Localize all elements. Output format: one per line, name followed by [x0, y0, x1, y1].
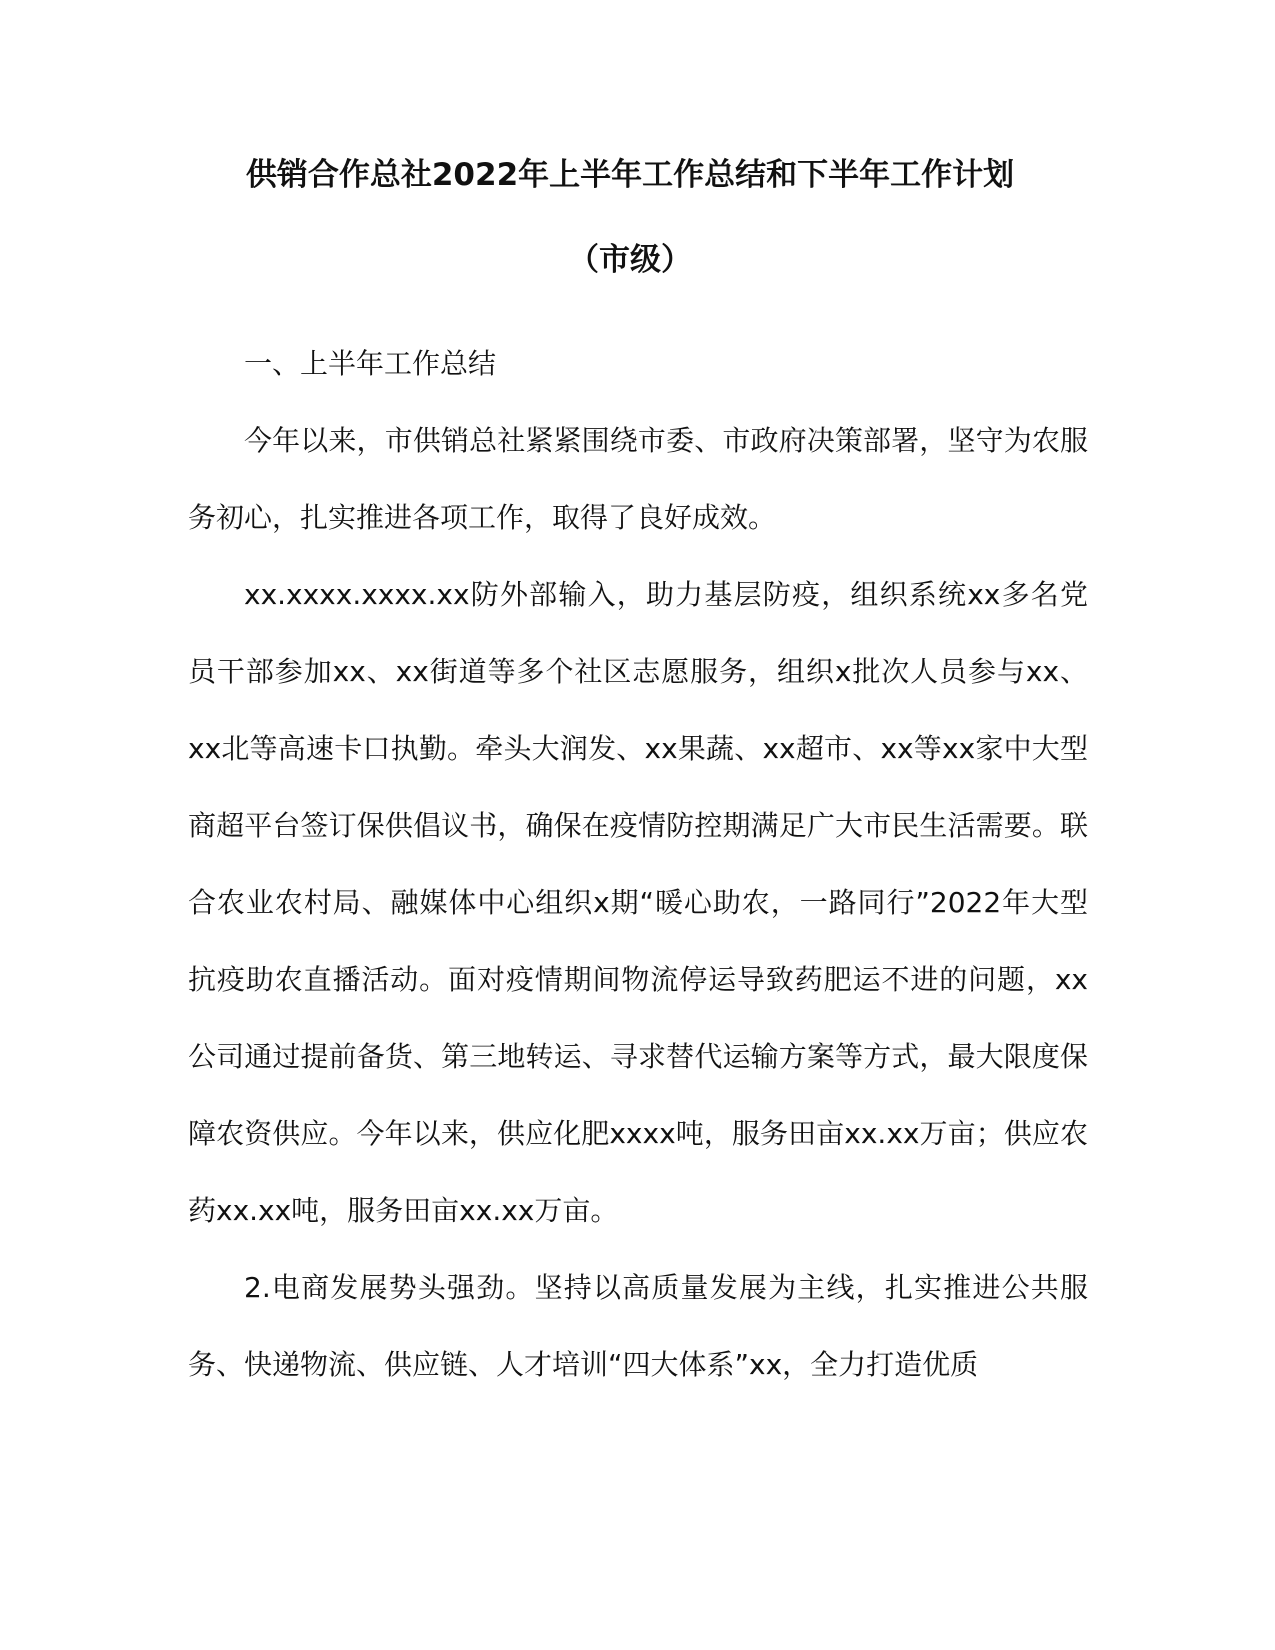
document-subtitle: （市级）: [568, 242, 692, 278]
document-body: [188, 325, 1088, 1403]
section-heading: 一、上半年工作总结: [244, 347, 497, 380]
document-title: 供销合作总社2022年上半年工作总结和下半年工作计划: [245, 157, 1015, 193]
paragraph-intro: 今年以来，市供销总社紧紧围绕市委、市政府决策部署，坚守为农服务初心，扎实推进各项工作，取得了良好成效。: [188, 424, 1088, 534]
paragraph-ecommerce: 2.电商发展势头强劲。坚持以高质量发展为主线，扎实推进公共服务、快递物流、供应链、人才培训“四大体系”xx，全力打造优质: [188, 1271, 1088, 1381]
paragraph-epidemic: xx.xxxx.xxxx.xx防外部输入，助力基层防疫，组织系统xx多名党员干部参加xx、xx街道等多个社区志愿服务，组织x批次人员参与xx、xx北等高速卡口执勤。牵头大润发、xx果蔬、xx超市、xx等xx家中大型商超平台签订保供倡议书，确保在疫情防控期满足广大市民生活需要。联合农业农村局、融媒体中心组织x期“暖心助农，一路同行”2022年大型抗疫助农直播活动。面对疫情期间物流停运导致药肥运不进的问题，xx公司通过提前备货、第三地转运、寻求替代运输方案等方式，最大限度保障农资供应。今年以来，供应化肥xxxx吨，服务田亩xx.xx万亩；供应农药xx.xx吨，服务田亩xx.xx万亩。: [188, 578, 1088, 1227]
